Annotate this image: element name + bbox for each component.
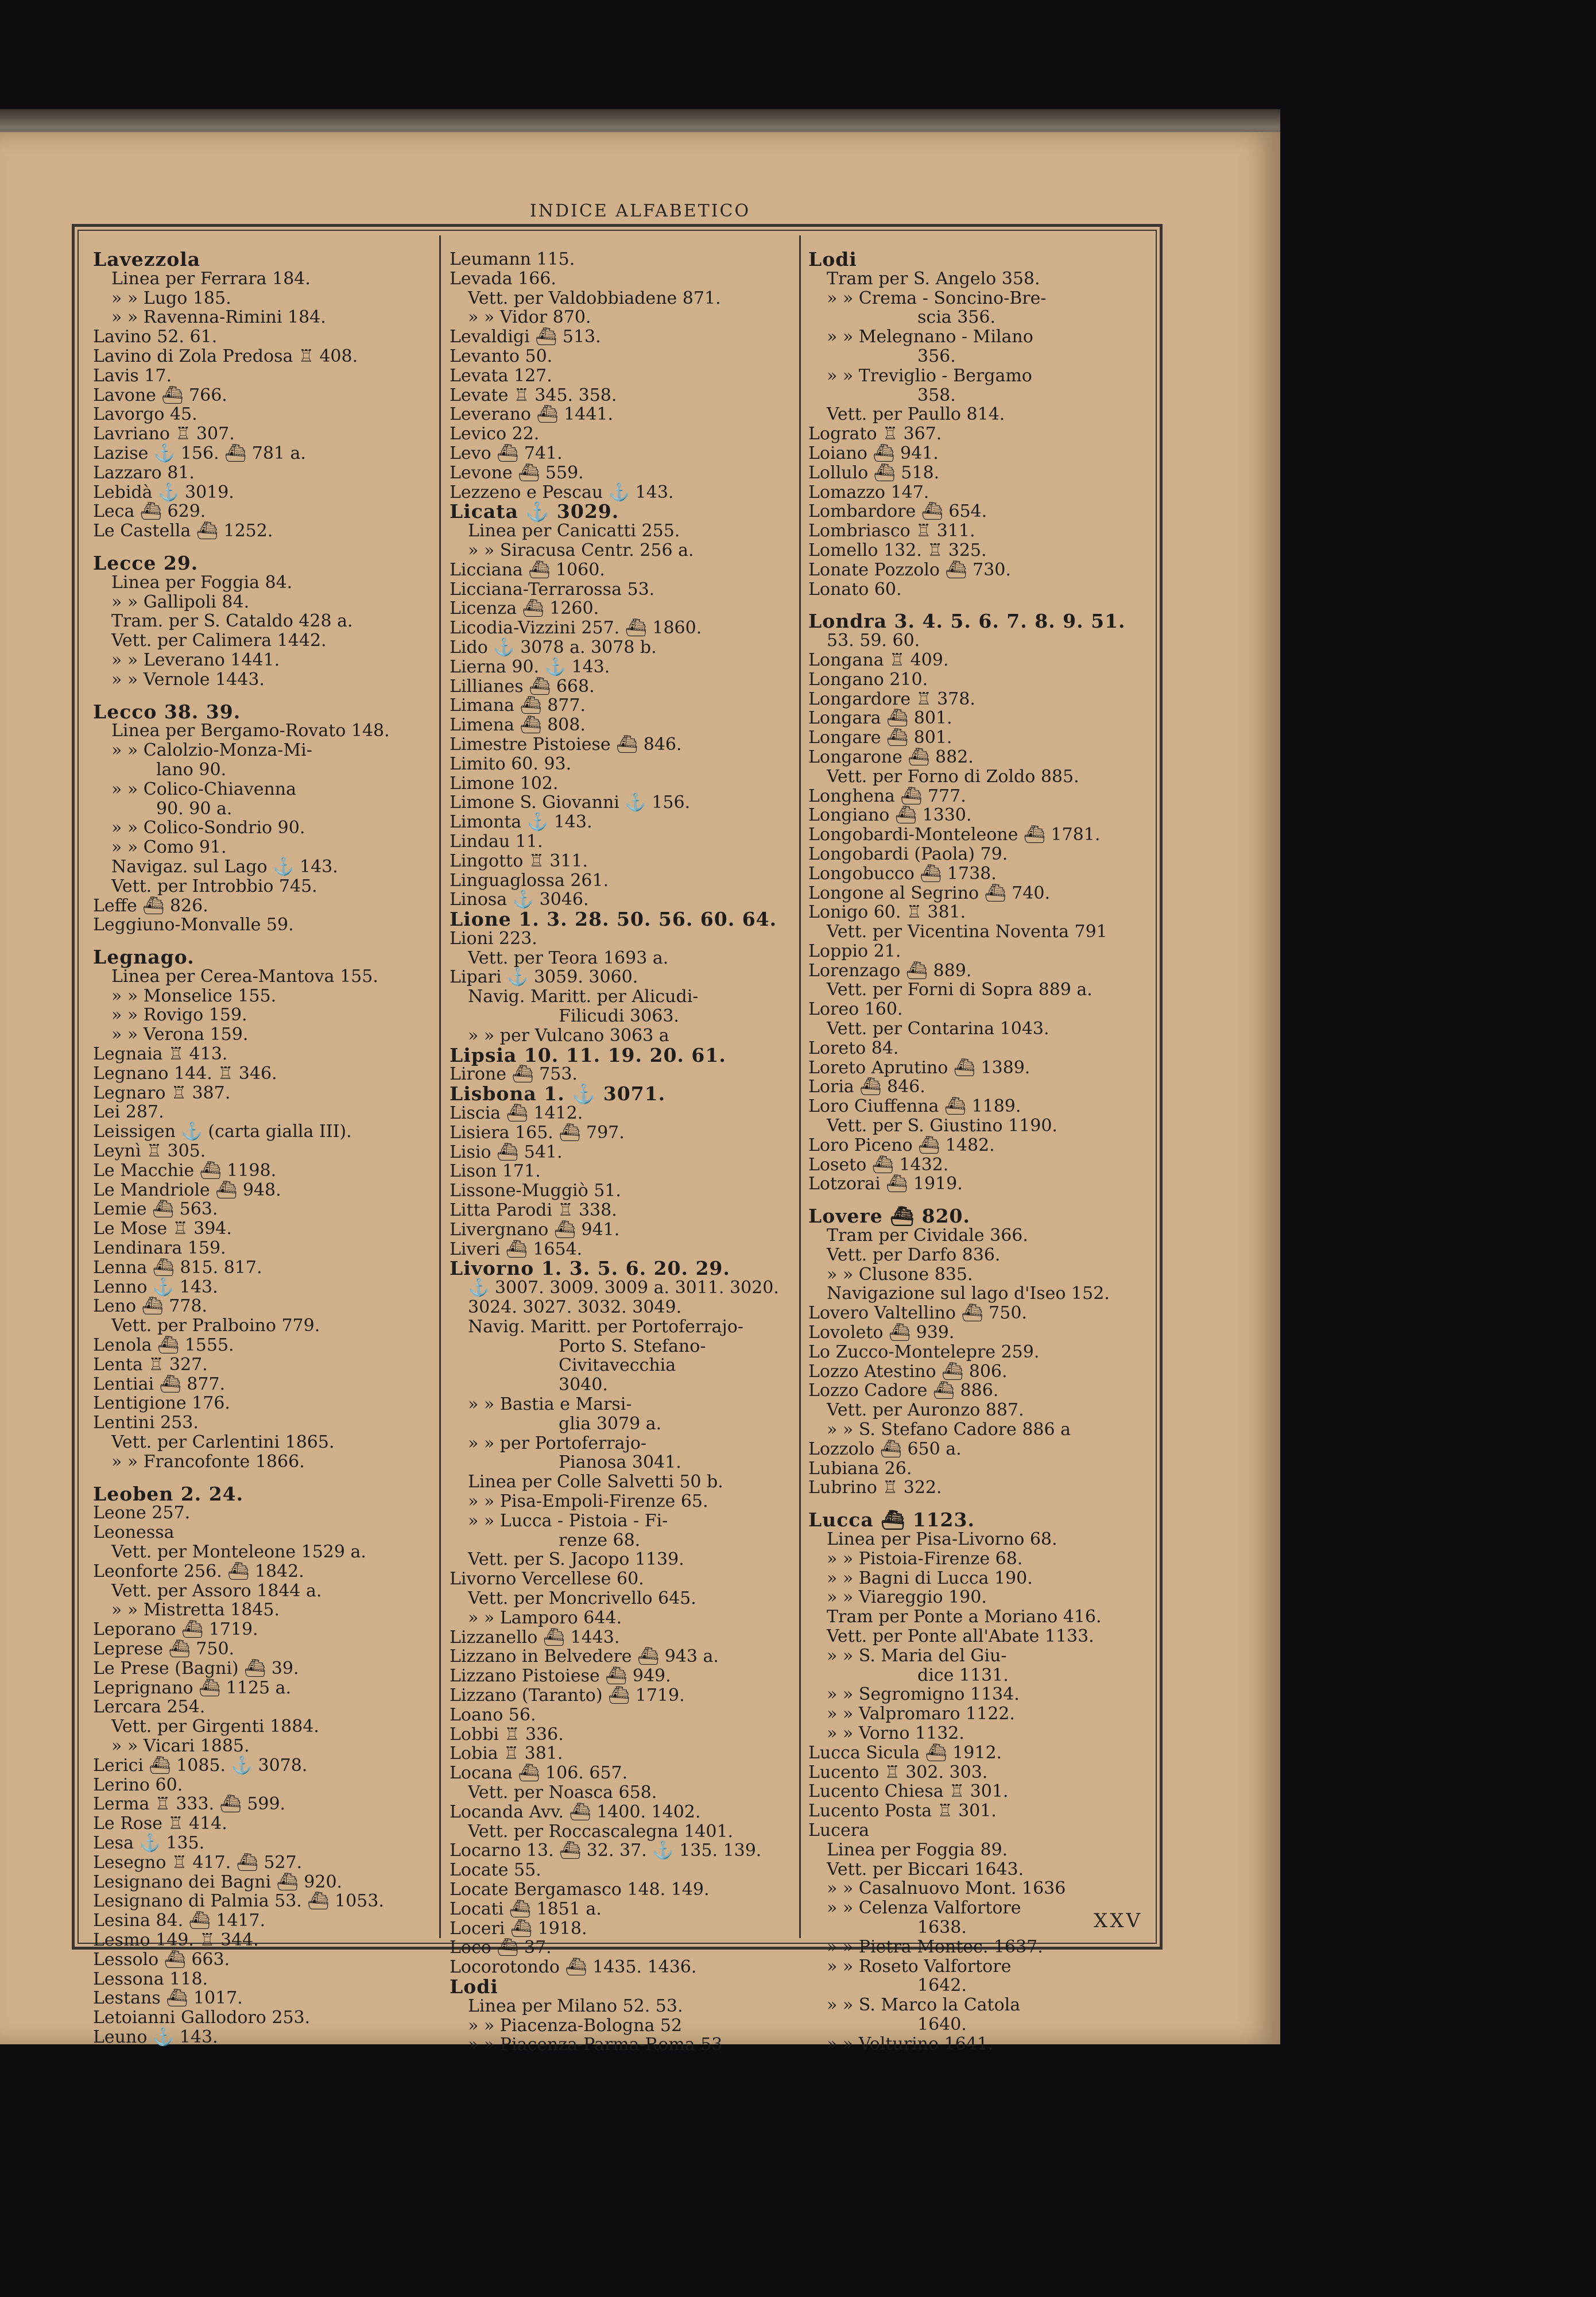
index-entry: scia 356. [917, 307, 996, 328]
index-entry: dice 1131. [917, 1665, 1009, 1685]
index-entry: Linea per Canicatti 255. [468, 521, 680, 542]
index-entry: Litta Parodi ♖ 338. [450, 1200, 617, 1221]
index-entry: Limone S. Giovanni ⚓ 156. [450, 792, 691, 813]
index-entry: Vett. per Carlentini 1865. [111, 1432, 335, 1453]
index-entry: Limana ⛴ 877. [450, 695, 586, 716]
index-entry: » » Como 91. [111, 837, 227, 858]
index-entry: 356. [917, 346, 956, 366]
index-entry: Linea per Foggia 84. [111, 572, 293, 593]
index-entry: Lillianes ⛴ 668. [450, 676, 595, 697]
index-entry: Lione 1. 3. 28. 50. 56. 60. 64. [450, 908, 777, 931]
index-entry: Lobbi ♖ 336. [450, 1724, 564, 1745]
index-entry: Leissigen ⚓ (carta gialla III). [93, 1122, 352, 1142]
index-entry: Leumann 115. [450, 249, 575, 269]
index-entry: Lonigo 60. ♖ 381. [808, 902, 966, 923]
index-entry: Longare ⛴ 801. [808, 728, 952, 748]
index-entry: Lisio ⛴ 541. [450, 1142, 563, 1162]
index-entry: Leonessa [93, 1522, 175, 1543]
index-entry: Lozzolo ⛴ 650 a. [808, 1438, 962, 1459]
index-entry: Lomello 132. ♖ 325. [808, 540, 987, 560]
index-entry: Limone 102. [450, 773, 559, 794]
index-entry: Lucento Posta ♖ 301. [808, 1801, 997, 1822]
index-entry: Lollulo ⛴ 518. [808, 462, 940, 483]
index-entry: Locati ⛴ 1851 a. [450, 1898, 602, 1919]
index-entry: Linea per Milano 52. 53. [468, 1996, 683, 2016]
index-entry: Lemie ⛴ 563. [93, 1199, 218, 1220]
index-entry: Lerma ♖ 333. ⛴ 599. [93, 1794, 286, 1815]
index-entry: » » Gallipoli 84. [111, 591, 250, 612]
index-entry: Limonta ⚓ 143. [450, 812, 592, 833]
index-entry: Licciana-Terrarossa 53. [450, 579, 655, 600]
index-entry: Linguaglossa 261. [450, 870, 609, 891]
index-entry: Tram per S. Angelo 358. [827, 268, 1040, 289]
index-entry: Levata 127. [450, 365, 552, 386]
index-entry: Vett. per Forni di Sopra 889 a. [827, 980, 1093, 1000]
index-entry: Letoianni Gallodoro 253. [93, 2008, 311, 2028]
index-entry: Lucera [808, 1820, 870, 1840]
index-entry: Levate ♖ 345. 358. [450, 385, 617, 405]
index-entry: Vett. per Forno di Zoldo 885. [827, 766, 1079, 787]
index-entry: Linosa ⚓ 3046. [450, 890, 589, 910]
index-entry: » » Clusone 835. [827, 1264, 973, 1285]
index-entry: » » Pistoia-Firenze 68. [827, 1548, 1023, 1569]
index-entry: Loreto Aprutino ⛴ 1389. [808, 1057, 1031, 1078]
index-column-2 [450, 250, 805, 2055]
index-entry: Lovero Valtellino ⛴ 750. [808, 1303, 1027, 1324]
index-entry: » » Bastia e Marsi- [468, 1394, 632, 1415]
index-entry: Leprignano ⛴ 1125 a. [93, 1677, 292, 1698]
index-entry: Lercara 254. [93, 1697, 206, 1718]
index-entry: Longobardi-Monteleone ⛴ 1781. [808, 825, 1101, 845]
index-entry: Lavorgo 45. [93, 404, 197, 425]
index-entry: » » Piacenza-Bologna 52 [468, 2015, 683, 2036]
index-entry: » » Celenza Valfortore [827, 1898, 1021, 1919]
index-entry: Lisbona 1. ⚓ 3071. [450, 1082, 666, 1105]
index-entry: Leprese ⛴ 750. [93, 1638, 235, 1659]
index-entry: Lissone-Muggiò 51. [450, 1181, 621, 1201]
index-entry: Leynì ♖ 305. [93, 1141, 206, 1162]
index-entry: Locanda Avv. ⛴ 1400. 1402. [450, 1801, 701, 1822]
index-entry: » » Vicari 1885. [111, 1735, 250, 1756]
page-header: INDICE ALFABETICO [529, 201, 751, 221]
index-entry: Lovoleto ⛴ 939. [808, 1322, 955, 1343]
index-entry: Lograto ♖ 367. [808, 424, 942, 444]
index-entry: 358. [917, 385, 956, 405]
index-entry: 1642. [917, 1975, 967, 1996]
index-entry: Legnago. [93, 946, 195, 969]
index-entry: Levanto 50. [450, 346, 553, 366]
index-entry: Loano 56. [450, 1704, 536, 1725]
index-entry: Lebidà ⚓ 3019. [93, 482, 234, 502]
index-entry: Vett. per S. Jacopo 1139. [468, 1549, 684, 1570]
index-entry: Longiano ⛴ 1330. [808, 805, 972, 826]
index-frame [72, 224, 1163, 2055]
index-entry: Longano 210. [808, 669, 928, 690]
index-entry: Lonate Pozzolo ⛴ 730. [808, 559, 1011, 580]
index-entry: Lei 287. [93, 1102, 164, 1123]
index-entry: Vett. per S. Giustino 1190. [827, 1116, 1057, 1136]
index-entry: » » Siracusa Centr. 256 a. [468, 540, 694, 560]
index-entry: Navigazione sul lago d'Iseo 152. [827, 1283, 1110, 1304]
index-entry: Lenno ⚓ 143. [93, 1277, 218, 1297]
index-entry: Lovere ⛴ 820. [808, 1205, 971, 1228]
index-entry: Lerino 60. [93, 1774, 183, 1795]
index-entry: » » Piacenza-Parma-Roma 53 [468, 2035, 723, 2055]
index-entry: Vett. per Darfo 836. [827, 1244, 1001, 1265]
index-entry: Legnaro ♖ 387. [93, 1082, 231, 1103]
index-entry: » » Rovigo 159. [111, 1005, 247, 1026]
index-entry: » » Ravenna-Rimini 184. [111, 307, 326, 328]
index-entry: » » Pisa-Empoli-Firenze 65. [468, 1491, 708, 1511]
index-entry: Lipsia 10. 11. 19. 20. 61. [450, 1043, 726, 1066]
index-entry: » » S. Marco la Catola [827, 1995, 1021, 2016]
index-entry: Locorotondo ⛴ 1435. 1436. [450, 1957, 697, 1978]
index-entry: Lavino di Zola Predosa ♖ 408. [93, 346, 358, 366]
index-entry: Livorno Vercellese 60. [450, 1569, 644, 1590]
index-entry: Livorno 1. 3. 5. 6. 20. 29. [450, 1257, 730, 1280]
index-entry: » » Leverano 1441. [111, 649, 280, 670]
index-entry: Linea per Cerea-Mantova 155. [111, 966, 378, 987]
column-divider [439, 235, 441, 1938]
index-entry: » » Melegnano - Milano [827, 327, 1033, 347]
index-entry: Lodi [808, 248, 857, 270]
index-entry: Vett. per Paullo 814. [827, 404, 1005, 425]
index-entry: Lomazzo 147. [808, 482, 929, 502]
book-page [0, 132, 1280, 2055]
index-entry: Lubrino ♖ 322. [808, 1478, 942, 1498]
index-entry: Tram per Ponte a Moriano 416. [827, 1607, 1102, 1627]
index-entry: Tram per Cividale 366. [827, 1225, 1028, 1246]
index-column-3 [808, 250, 1147, 2054]
index-entry: » » Vidor 870. [468, 307, 591, 328]
index-entry: Vett. per Ponte all'Abate 1133. [827, 1626, 1094, 1646]
index-entry: Locate Bergamasco 148. 149. [450, 1879, 710, 1900]
index-entry: » » Monselice 155. [111, 985, 277, 1006]
index-entry: Vett. per Noasca 658. [468, 1782, 657, 1803]
index-entry: Le Prese (Bagni) ⛴ 39. [93, 1658, 299, 1679]
index-entry: Lipari ⚓ 3059. 3060. [450, 967, 638, 988]
index-entry: Locana ⛴ 106. 657. [450, 1763, 628, 1784]
index-entry: Lendinara 159. [93, 1238, 226, 1259]
index-entry: Licenza ⛴ 1260. [450, 598, 599, 619]
index-column-1 [93, 250, 437, 2047]
index-entry: » » Colico-Sondrio 90. [111, 818, 305, 838]
index-entry: Le Castella ⛴ 1252. [93, 521, 273, 542]
index-entry: 1638. [917, 1917, 967, 1938]
index-entry: Levaldigi ⛴ 513. [450, 327, 601, 347]
index-entry: » » Lugo 185. [111, 288, 231, 308]
index-entry: Le Mandriole ⛴ 948. [93, 1180, 281, 1200]
index-entry: Vett. per Introbbio 745. [111, 876, 317, 896]
index-entry: lano 90. [156, 759, 227, 780]
index-entry: Longarone ⛴ 882. [808, 747, 974, 767]
index-entry: Navigaz. sul Lago ⚓ 143. [111, 856, 338, 877]
index-entry: Leporano ⛴ 1719. [93, 1619, 258, 1640]
index-entry: Lucca ⛴ 1123. [808, 1509, 975, 1532]
index-entry: Lesignano dei Bagni ⛴ 920. [93, 1871, 343, 1892]
index-entry: » » Crema - Soncino-Bre- [827, 288, 1047, 308]
index-entry: Lazise ⚓ 156. ⛴ 781 a. [93, 443, 306, 463]
index-entry: » » Vernole 1443. [111, 669, 265, 690]
index-entry: Lazzaro 81. [93, 462, 195, 483]
index-entry: Lioni 223. [450, 928, 537, 949]
index-entry: Lezzeno e Pescau ⚓ 143. [450, 482, 674, 502]
index-entry: Lenna ⛴ 815. 817. [93, 1257, 262, 1278]
index-entry: Leonforte 256. ⛴ 1842. [93, 1561, 304, 1581]
index-entry: Lenola ⛴ 1555. [93, 1335, 234, 1356]
index-entry: Lierna 90. ⚓ 143. [450, 656, 610, 677]
index-entry: Vett. per Contarina 1043. [827, 1019, 1049, 1039]
index-entry: » » Calolzio-Monza-Mi- [111, 740, 312, 761]
index-entry: Lentigione 176. [93, 1393, 230, 1414]
index-entry: renze 68. [559, 1530, 641, 1550]
index-entry: Vett. per Auronzo 887. [827, 1400, 1024, 1421]
index-entry: » » Verona 159. [111, 1024, 249, 1045]
page-number: XXV [1094, 1909, 1142, 1932]
index-entry: Lessona 118. [93, 1969, 208, 1989]
index-entry: Lorenzago ⛴ 889. [808, 960, 972, 981]
index-entry: ⚓ 3007. 3009. 3009 a. 3011. 3020. [468, 1278, 779, 1298]
index-entry: Vett. per Pralboino 779. [111, 1316, 320, 1336]
index-entry: Lerici ⛴ 1085. ⚓ 3078. [93, 1755, 308, 1776]
index-entry: » » Casalnuovo Mont. 1636 [827, 1878, 1066, 1899]
index-entry: Vett. per Vicentina Noventa 791 [827, 922, 1107, 942]
index-entry: Lodi [450, 1975, 498, 1998]
index-entry: Longhena ⛴ 777. [808, 786, 966, 806]
index-entry: Licodia-Vizzini 257. ⛴ 1860. [450, 618, 702, 639]
index-entry: Vett. per Girgenti 1884. [111, 1716, 319, 1737]
index-entry: » » S. Stefano Cadore 886 a [827, 1420, 1071, 1440]
index-entry: Le Mose ♖ 394. [93, 1219, 232, 1239]
index-entry: Lenta ♖ 327. [93, 1354, 208, 1375]
index-entry: Levada 166. [450, 268, 556, 289]
index-entry: Linea per Colle Salvetti 50 b. [468, 1472, 723, 1492]
index-entry: » » Colico-Chiavenna [111, 779, 296, 799]
index-entry: Lesegno ♖ 417. ⛴ 527. [93, 1852, 303, 1873]
index-entry: Lindau 11. [450, 831, 543, 852]
index-entry: Vett. per Calimera 1442. [111, 631, 327, 651]
index-entry: Lonato 60. [808, 579, 902, 600]
index-entry: Lido ⚓ 3078 a. 3078 b. [450, 637, 657, 658]
index-entry: Loria ⛴ 846. [808, 1077, 925, 1097]
index-entry: 3040. [559, 1375, 608, 1395]
index-entry: Limito 60. 93. [450, 753, 572, 774]
index-entry: Lesmo 149. ♖ 344. [93, 1929, 259, 1950]
index-entry: Londra 3. 4. 5. 6. 7. 8. 9. 51. [808, 610, 1126, 633]
index-entry: Linea per Bergamo-Rovato 148. [111, 721, 390, 741]
index-entry: Lucento ♖ 302. 303. [808, 1762, 988, 1782]
index-entry: Lubiana 26. [808, 1458, 912, 1479]
index-entry: Lavone ⛴ 766. [93, 385, 227, 405]
index-entry: Tram. per S. Cataldo 428 a. [111, 611, 353, 632]
index-entry: Lesa ⚓ 135. [93, 1832, 205, 1853]
index-entry: Loco ⛴ 37. [450, 1938, 552, 1958]
index-entry: » » Lucca - Pistoia - Fi- [468, 1510, 668, 1531]
index-entry: Loppio 21. [808, 941, 901, 961]
index-entry: Lizzano (Taranto) ⛴ 1719. [450, 1685, 685, 1706]
index-entry: Levo ⛴ 741. [450, 443, 563, 463]
index-entry: Lessolo ⛴ 663. [93, 1949, 230, 1970]
index-entry: Loro Piceno ⛴ 1482. [808, 1135, 995, 1155]
index-entry: Loreto 84. [808, 1038, 899, 1058]
index-entry: Legnano 144. ♖ 346. [93, 1063, 277, 1084]
index-entry: Le Rose ♖ 414. [93, 1813, 227, 1834]
index-entry: Vett. per Moncrivello 645. [468, 1588, 696, 1608]
index-entry: Lesignano di Palmia 53. ⛴ 1053. [93, 1891, 384, 1912]
index-entry: Vett. per Monteleone 1529 a. [111, 1542, 366, 1562]
index-entry: Livergnano ⛴ 941. [450, 1219, 620, 1240]
index-entry: Vett. per Roccascalegna 1401. [468, 1821, 734, 1842]
index-entry: » » per Portoferrajo- [468, 1433, 647, 1453]
index-entry: » » Volturino 1641. [827, 2033, 994, 2054]
index-entry: Loreo 160. [808, 999, 903, 1020]
index-entry: Lizzanello ⛴ 1443. [450, 1627, 620, 1648]
index-entry: Licata ⚓ 3029. [450, 500, 619, 523]
index-entry: Leffe ⛴ 826. [93, 895, 208, 916]
index-entry: Longara ⛴ 801. [808, 708, 952, 729]
index-entry: » » Segromigno 1134. [827, 1684, 1020, 1705]
index-entry: Navig. Maritt. per Alicudi- [468, 987, 699, 1007]
index-entry: Vett. per Valdobbiadene 871. [468, 288, 721, 308]
index-entry: Loceri ⛴ 1918. [450, 1918, 587, 1939]
index-entry: 90. 90 a. [156, 798, 233, 819]
index-entry: Lison 171. [450, 1161, 541, 1182]
index-entry: Liveri ⛴ 1654. [450, 1239, 583, 1259]
index-entry: Lo Zucco-Montelepre 259. [808, 1341, 1040, 1362]
index-entry: Longone al Segrino ⛴ 740. [808, 883, 1050, 903]
index-entry: Longobucco ⛴ 1738. [808, 863, 997, 884]
index-entry: Lotzorai ⛴ 1919. [808, 1174, 963, 1194]
index-entry: Lombriasco ♖ 311. [808, 521, 975, 542]
index-entry: Linea per Pisa-Livorno 68. [827, 1529, 1057, 1549]
index-entry: » » Lamporo 644. [468, 1607, 622, 1628]
index-entry: Lestans ⛴ 1017. [93, 1988, 243, 2009]
index-entry: Navig. Maritt. per Portoferrajo- [468, 1316, 743, 1337]
index-entry: » » Vorno 1132. [827, 1723, 964, 1743]
index-entry: » » Mistretta 1845. [111, 1600, 280, 1621]
index-entry: Leoben 2. 24. [93, 1482, 244, 1505]
index-entry: Porto S. Stefano- [559, 1336, 706, 1356]
index-entry: Lucca Sicula ⛴ 1912. [808, 1742, 1002, 1763]
index-entry: » » S. Maria del Giu- [827, 1645, 1007, 1666]
index-entry: Leuno ⚓ 143. [93, 2027, 218, 2047]
index-entry: Levone ⛴ 559. [450, 462, 584, 483]
index-entry: » » Viareggio 190. [827, 1587, 987, 1608]
index-entry: Loro Ciuffenna ⛴ 1189. [808, 1096, 1021, 1117]
index-entry: Lentiai ⛴ 877. [93, 1374, 226, 1394]
index-entry: Lisiera 165. ⛴ 797. [450, 1122, 625, 1143]
index-entry: 3024. 3027. 3032. 3049. [468, 1297, 682, 1318]
index-entry: Legnaia ♖ 413. [93, 1044, 228, 1065]
index-entry: Lozzo Atestino ⛴ 806. [808, 1361, 1008, 1382]
index-entry: Vett. per Assoro 1844 a. [111, 1580, 322, 1601]
index-entry: Levico 22. [450, 424, 540, 444]
index-entry: Vett. per Teora 1693 a. [468, 948, 669, 968]
index-entry: » » Valpromaro 1122. [827, 1704, 1015, 1724]
index-entry: Leca ⛴ 629. [93, 501, 206, 522]
index-entry: » » Bagni di Lucca 190. [827, 1568, 1033, 1588]
index-entry: Lesina 84. ⛴ 1417. [93, 1911, 266, 1931]
index-entry: Linea per Ferrara 184. [111, 268, 311, 289]
index-entry: Lavis 17. [93, 365, 172, 386]
index-entry: Lavino 52. 61. [93, 327, 218, 347]
index-entry: Lizzano Pistoiese ⛴ 949. [450, 1666, 671, 1687]
index-entry: » » Francofonte 1866. [111, 1451, 305, 1472]
index-entry: Limena ⛴ 808. [450, 715, 586, 736]
index-entry: » » per Vulcano 3063 a [468, 1025, 669, 1046]
index-entry: Longardore ♖ 378. [808, 689, 975, 709]
index-entry: Vett. per Biccari 1643. [827, 1859, 1024, 1880]
index-entry: Linea per Foggia 89. [827, 1839, 1008, 1860]
index-entry: Longobardi (Paola) 79. [808, 844, 1008, 864]
index-entry: Leno ⛴ 778. [93, 1296, 208, 1317]
index-entry: » » Roseto Valfortore [827, 1956, 1012, 1977]
index-entry: glia 3079 a. [559, 1413, 662, 1434]
index-entry: Le Macchie ⛴ 1198. [93, 1160, 277, 1181]
index-entry: Lizzano in Belvedere ⛴ 943 a. [450, 1646, 719, 1667]
index-entry: Lecco 38. 39. [93, 700, 241, 723]
index-entry: Limestre Pistoiese ⛴ 846. [450, 734, 682, 755]
index-entry: Liscia ⛴ 1412. [450, 1103, 583, 1124]
index-entry: Leggiuno-Monvalle 59. [93, 915, 294, 935]
index-entry: 1640. [917, 2014, 967, 2035]
index-entry: Loseto ⛴ 1432. [808, 1154, 949, 1175]
index-entry: Loiano ⛴ 941. [808, 443, 939, 463]
index-entry: Lecce 29. [93, 551, 199, 574]
index-entry: Lingotto ♖ 311. [450, 850, 588, 871]
index-entry: » » Treviglio - Bergamo [827, 365, 1032, 386]
index-entry: Longana ♖ 409. [808, 649, 949, 670]
index-entry: Lucento Chiesa ♖ 301. [808, 1781, 1009, 1802]
index-entry: Locarno 13. ⛴ 32. 37. ⚓ 135. 139. [450, 1840, 762, 1861]
index-entry: Lirone ⛴ 753. [450, 1064, 578, 1085]
index-entry: Lombardore ⛴ 654. [808, 501, 987, 522]
index-entry: Civitavecchia [559, 1355, 676, 1376]
index-entry: Locate 55. [450, 1860, 541, 1881]
index-entry: Lavezzola [93, 248, 201, 270]
index-entry: Lentini 253. [93, 1413, 199, 1433]
index-entry: » » Pietra Montec. 1637. [827, 1936, 1043, 1957]
index-entry: Filicudi 3063. [559, 1006, 679, 1027]
index-entry: Lozzo Cadore ⛴ 886. [808, 1380, 999, 1401]
index-entry: Leone 257. [93, 1503, 191, 1523]
index-entry: 53. 59. 60. [827, 631, 920, 651]
index-entry: Pianosa 3041. [559, 1452, 681, 1473]
index-entry: Leverano ⛴ 1441. [450, 404, 614, 425]
index-entry: Lobia ♖ 381. [450, 1743, 563, 1764]
index-entry: Licciana ⛴ 1060. [450, 559, 605, 580]
index-entry: Lavriano ♖ 307. [93, 424, 235, 444]
